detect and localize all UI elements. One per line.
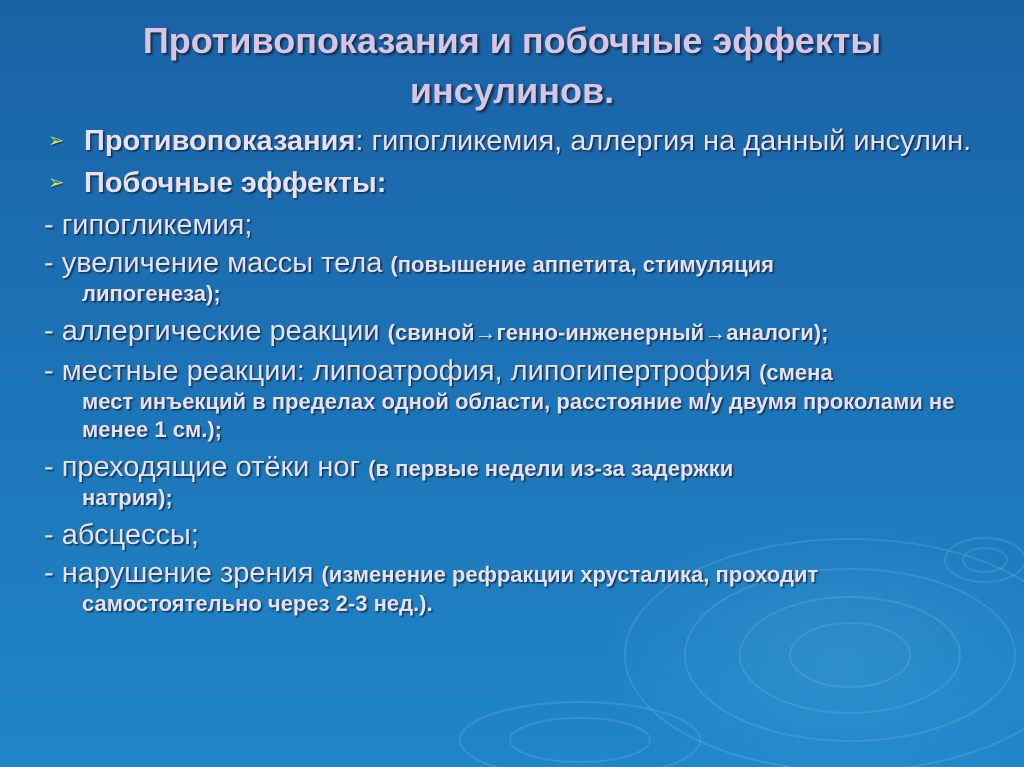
effect-allergy <box>44 316 994 348</box>
effect-detail: (повышение аппетита, стимуляция <box>390 252 774 277</box>
effect-weight-gain <box>44 248 994 308</box>
effect-lead: - абсцессы; <box>44 519 199 551</box>
effect-detail: (в первые недели из-за задержки <box>368 456 734 481</box>
effect-detail-cont: самостоятельно через 2-3 нед.). <box>82 591 433 616</box>
effect-lead: - аллергические реакции <box>44 315 388 347</box>
effect-detail-cont: липогенеза); <box>82 281 221 306</box>
effect-detail-cont: мест инъекций в пределах одной области, расстояние м/у двумя проколами не менее 1 см.); <box>82 389 955 442</box>
bullet-text: : гипогликемия, аллергия на данный инсулин. <box>355 125 972 157</box>
bullet-heading: Побочные эффекты: <box>84 167 387 199</box>
bullet-heading: Противопоказания <box>84 125 356 157</box>
bullet-contraindications <box>44 122 994 160</box>
slide-content <box>44 122 994 618</box>
effect-hypoglycemia <box>44 210 994 240</box>
effect-lead: - нарушение зрения <box>44 557 322 589</box>
effect-detail-cont: натрия); <box>82 485 173 510</box>
effect-detail: (свиной→генно-инженерный→аналоги); <box>387 320 829 345</box>
arrow-bullet-icon: ➢ <box>48 130 65 152</box>
effect-lead: - гипогликемия; <box>44 209 253 241</box>
slide-title <box>40 16 984 116</box>
effect-detail: (изменение рефракции хрусталика, проходит <box>321 562 819 587</box>
effect-lead: - преходящие отёки ног <box>44 451 369 483</box>
effect-local-reactions <box>44 356 994 444</box>
effect-lead: - местные реакции: липоатрофия, липогипертрофия <box>44 355 760 387</box>
effect-lead: - увеличение массы тела <box>44 247 391 279</box>
effect-edema <box>44 452 994 512</box>
title-line-1: Противопоказания и побочные эффекты <box>142 20 882 61</box>
effect-detail: (смена <box>759 360 833 385</box>
effect-vision <box>44 558 994 618</box>
title-line-2: инсулинов. <box>409 70 615 111</box>
bullet-side-effects <box>44 164 994 202</box>
arrow-bullet-icon: ➢ <box>48 172 65 194</box>
effect-abscesses <box>44 520 994 550</box>
